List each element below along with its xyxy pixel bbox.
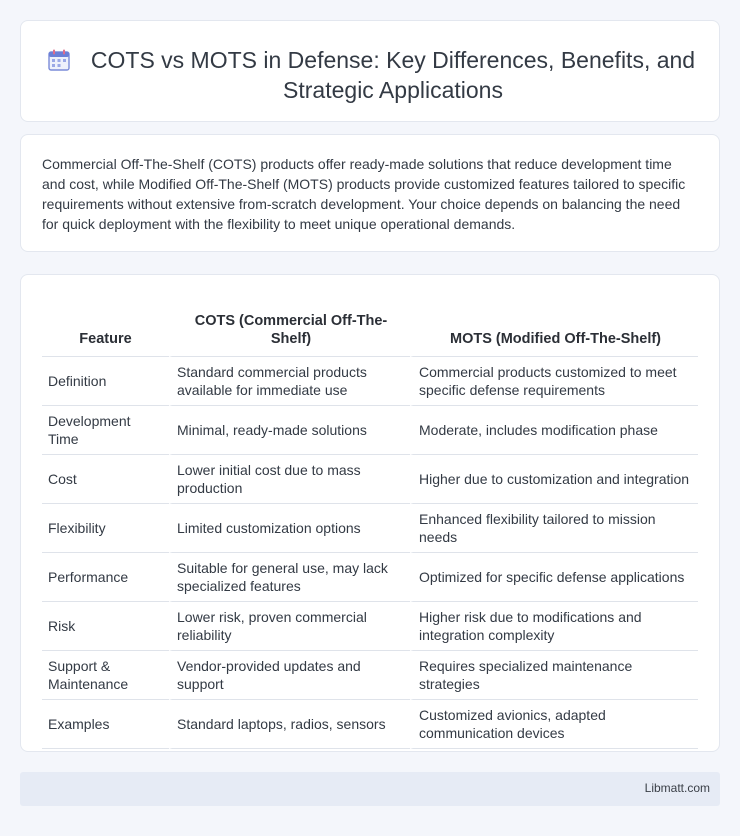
comparison-table-card	[20, 274, 720, 752]
header-feature: Feature	[42, 295, 169, 357]
feature-cell: Cost	[42, 455, 169, 504]
mots-cell: Higher due to customization and integration	[410, 455, 698, 504]
header-mots: MOTS (Modified Off-The-Shelf)	[410, 295, 698, 357]
feature-cell: Performance	[42, 553, 169, 602]
footer-brand-link[interactable]: Libmatt.com	[644, 781, 710, 795]
calendar-icon	[48, 49, 70, 71]
comparison-table	[42, 295, 698, 749]
mots-cell: Requires specialized maintenance strategies	[410, 651, 698, 700]
cots-cell: Limited customization options	[169, 504, 410, 553]
cots-cell: Standard laptops, radios, sensors	[169, 700, 410, 749]
feature-cell: Examples	[42, 700, 169, 749]
intro-card	[20, 134, 720, 252]
table-row	[42, 651, 698, 700]
table-row	[42, 357, 698, 406]
intro-paragraph: Commercial Off-The-Shelf (COTS) products offer ready-made solutions that reduce development time and cost, while Modified Off-The-Shelf (MOTS) products provide customized features tailored to specific requirements without extensive from-scratch development. Your choice depends on balancing the need for quick deployment with the flexibility to meet unique operational demands.	[42, 156, 686, 232]
cots-cell: Minimal, ready-made solutions	[169, 406, 410, 455]
table-row	[42, 455, 698, 504]
mots-cell: Moderate, includes modification phase	[410, 406, 698, 455]
table-header-row	[42, 295, 698, 357]
title-card	[20, 20, 720, 122]
feature-cell: Support & Maintenance	[42, 651, 169, 700]
table-row	[42, 406, 698, 455]
mots-cell: Commercial products customized to meet specific defense requirements	[410, 357, 698, 406]
feature-cell: Definition	[42, 357, 169, 406]
mots-cell: Enhanced flexibility tailored to mission needs	[410, 504, 698, 553]
cots-cell: Standard commercial products available for immediate use	[169, 357, 410, 406]
table-row	[42, 700, 698, 749]
mots-cell: Customized avionics, adapted communication devices	[410, 700, 698, 749]
header-cots: COTS (Commercial Off-The-Shelf)	[169, 295, 410, 357]
footer-bar	[20, 772, 720, 806]
cots-cell: Suitable for general use, may lack specialized features	[169, 553, 410, 602]
feature-cell: Risk	[42, 602, 169, 651]
page-title: COTS vs MOTS in Defense: Key Differences, Benefits, and Strategic Applications	[90, 47, 696, 103]
table-row	[42, 602, 698, 651]
cots-cell: Lower initial cost due to mass production	[169, 455, 410, 504]
mots-cell: Higher risk due to modifications and integration complexity	[410, 602, 698, 651]
feature-cell: Flexibility	[42, 504, 169, 553]
mots-cell: Optimized for specific defense applications	[410, 553, 698, 602]
cots-cell: Vendor-provided updates and support	[169, 651, 410, 700]
table-row	[42, 553, 698, 602]
table-row	[42, 504, 698, 553]
feature-cell: Development Time	[42, 406, 169, 455]
cots-cell: Lower risk, proven commercial reliability	[169, 602, 410, 651]
